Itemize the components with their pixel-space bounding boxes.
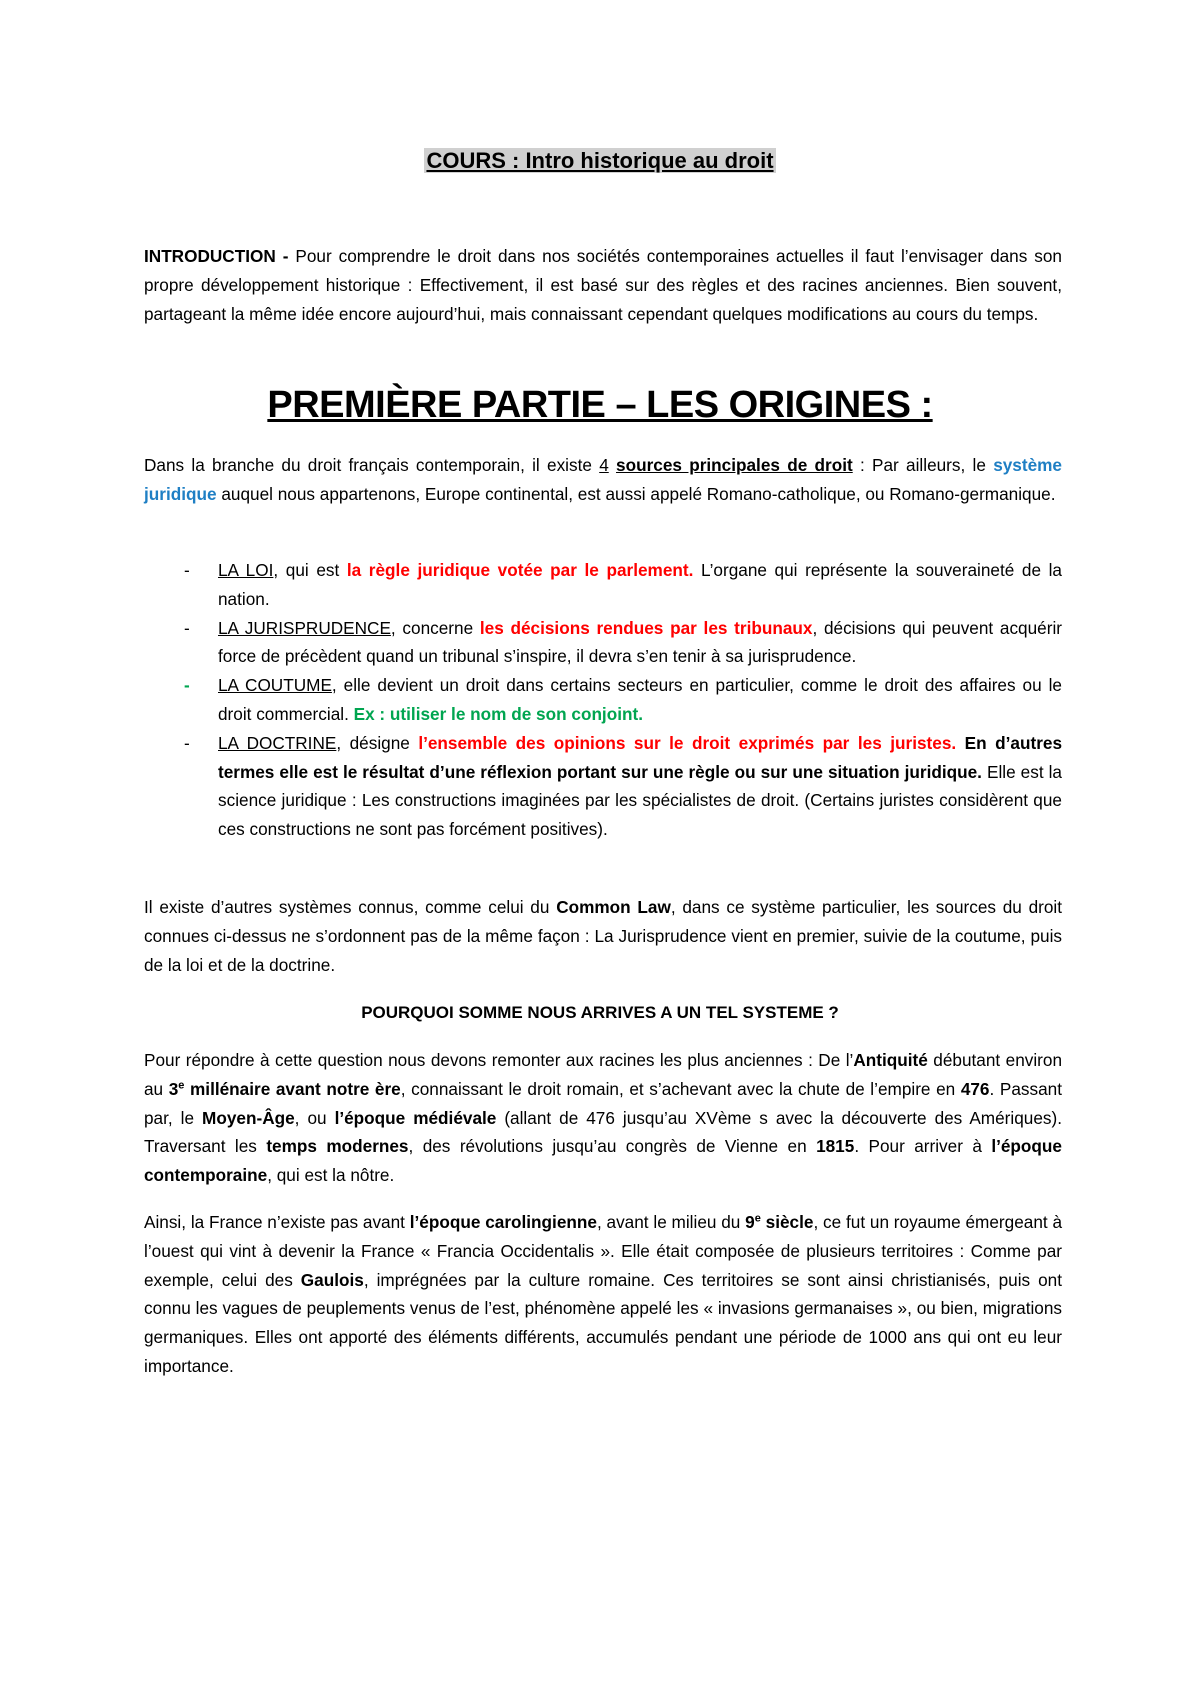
- list-item: - LA JURISPRUDENCE, concerne les décisions rendues par les tribunaux, décisions qui peuvent acquérir force de précèdent quand un tribunal s’inspire, il devra s’en tenir à sa jurisprudence.: [144, 614, 1062, 672]
- introduction-paragraph: INTRODUCTION - Pour comprendre le droit dans nos sociétés contemporaines actuelles il faut l’envisager dans son propre développement historique : Effectivement, il est basé sur des règles et des racines anciennes. Bien souvent, partageant la même idée encore aujourd’hui, mais connaissant cependant quelques modifications au cours du temps.: [144, 246, 1062, 324]
- list-item: - LA COUTUME, elle devient un droit dans certains secteurs en particulier, comme le droit des affaires ou le droit commercial. Ex : utiliser le nom de son conjoint.: [144, 671, 1062, 729]
- france-paragraph: Ainsi, la France n’existe pas avant l’époque carolingienne, avant le milieu du 9e siècle, ce fut un royaume émergeant à l’ouest qui vint à devenir la France « Francia Occidentalis ». Elle était composée de plusieurs territoires : Comme par exemple, celui des Gaulois, imprégnées par la culture romaine. Ces territoires se sont ainsi christianisés, puis ont connu les vagues de peuplements venus de l’est, phénomène appelé les « invasions germanaises », ou bien, migrations germaniques. Elles ont apporté des éléments différents, accumulés pendant une période de 1000 ans qui ont eu leur importance.: [144, 1212, 1063, 1376]
- document-title: COURS : Intro historique au droit: [426, 148, 774, 173]
- sources-paragraph: Dans la branche du droit français contemporain, il existe 4 sources principales de droit : Par ailleurs, le système juridique auquel nous appartenons, Europe continental, est aussi appelé Romano-catholique, ou Romano-germanique.: [144, 455, 1062, 504]
- list-dash: -: [184, 732, 190, 753]
- part-heading: PREMIÈRE PARTIE – LES ORIGINES :: [267, 384, 933, 426]
- list-dash: -: [184, 617, 190, 638]
- sources-highlight: sources principales de droit: [616, 455, 853, 475]
- list-dash: -: [184, 560, 190, 580]
- sources-list: [144, 556, 1062, 844]
- list-item: - LA LOI, qui est la règle juridique votée par le parlement. L’organe qui représente la souveraineté de la nation.: [144, 556, 1062, 614]
- history-paragraph: Pour répondre à cette question nous devons remonter aux racines les plus anciennes : De l’Antiquité débutant environ au 3e millénaire avant notre ère, connaissant le droit romain, et s’achevant avec la chute de l’empire en 476. Passant par, le Moyen-Âge, ou l’époque médiévale (allant de 476 jusqu’au XVème s avec la découverte des Amériques). Traversant les temps modernes, des révolutions jusqu’au congrès de Vienne en 1815. Pour arriver à l’époque contemporaine, qui est la nôtre.: [144, 1050, 1063, 1186]
- question-heading: POURQUOI SOMME NOUS ARRIVES A UN TEL SYSTEME ?: [361, 1003, 839, 1022]
- list-dash: -: [184, 675, 190, 696]
- common-law-paragraph: Il existe d’autres systèmes connus, comme celui du Common Law, dans ce système particulier, les sources du droit connues ci-dessus ne s’ordonnent pas de la même façon : La Jurisprudence vient en premier, suivie de la coutume, puis de la loi et de la doctrine.: [144, 897, 1063, 975]
- intro-label: INTRODUCTION -: [144, 246, 289, 266]
- list-item: - LA DOCTRINE, désigne l’ensemble des opinions sur le droit exprimés par les juristes. En d’autres termes elle est le résultat d’une réflexion portant sur une règle ou sur une situation juridique. Elle est la science juridique : Les constructions imaginées par les spécialistes de droit. (Certains juristes considèrent que ces constructions ne sont pas forcément positives).: [144, 729, 1062, 844]
- systeme-juridique-highlight: système juridique: [144, 455, 1062, 504]
